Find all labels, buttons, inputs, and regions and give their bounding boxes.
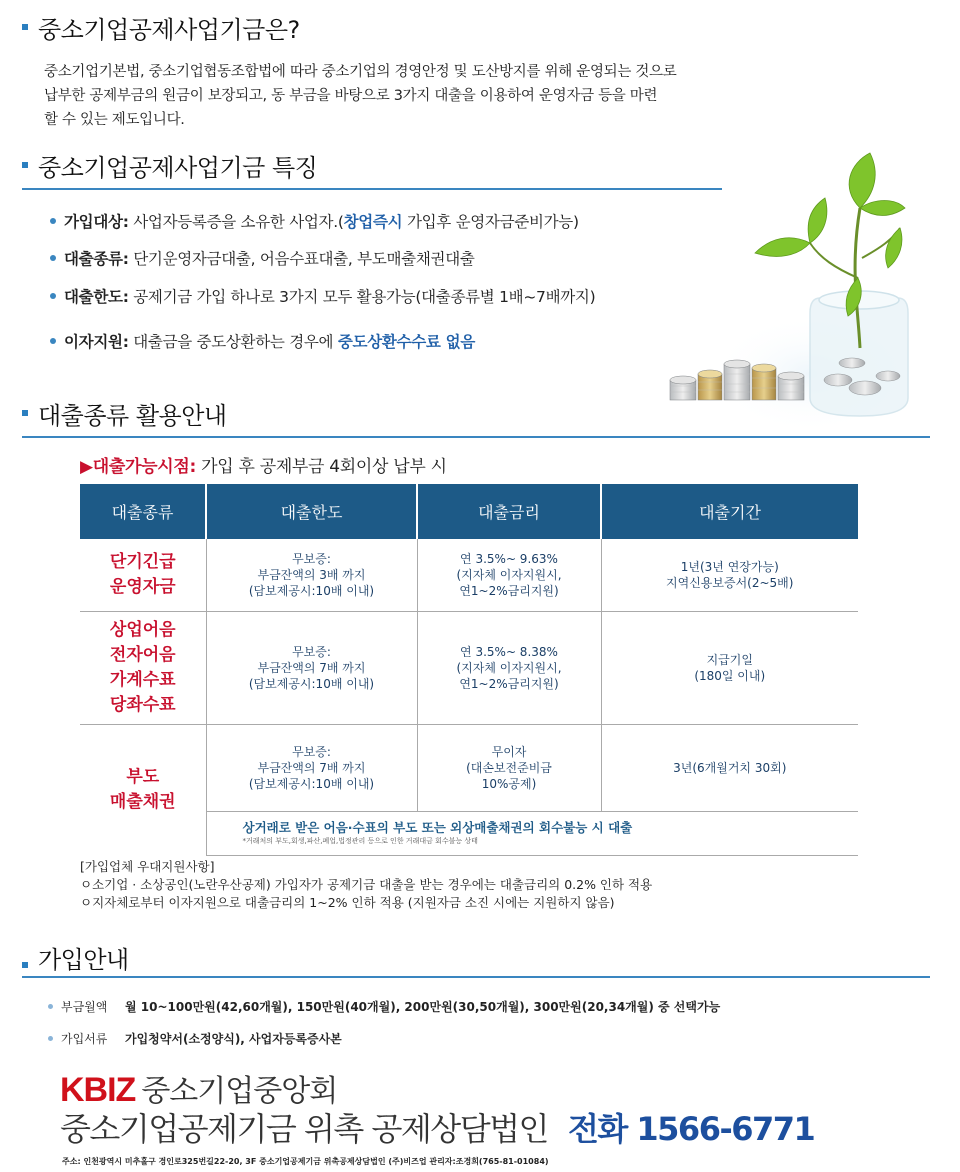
feature-text: 공제기금 가입 하나로 3가지 모두 활용가능(대출종류별 1배~7배까지) <box>128 288 596 306</box>
cell-line: 연 3.5%~ 9.63% <box>460 551 558 566</box>
section-title-intro: 중소기업공제사업기금은? <box>38 16 300 44</box>
org-name: 중소기업중앙회 <box>141 1074 338 1109</box>
join-label: 부금월액 <box>61 1000 108 1014</box>
loan-availability <box>80 452 447 477</box>
loan-rate-cell <box>417 539 601 611</box>
loan-rate-cell <box>417 724 601 811</box>
bullet-dot-icon <box>50 255 56 261</box>
cell-line: 3년(6개월거치 30회) <box>673 760 787 775</box>
intro-line: 납부한 공제부금의 원금이 보장되고, 동 부금을 바탕으로 3가지 대출을 이용하여 운영자금 등을 마련 <box>44 88 658 104</box>
bullet-dot-icon <box>50 218 56 224</box>
section-divider <box>22 976 930 978</box>
table-row <box>80 539 858 611</box>
loan-limit-cell <box>206 539 417 611</box>
loan-kind-line: 전자어음 <box>109 644 176 665</box>
cell-line: 부금잔액의 3배 까지 <box>257 567 366 582</box>
table-header-row <box>80 484 858 539</box>
org-line <box>60 1104 814 1150</box>
loan-table <box>80 484 858 856</box>
bullet-dot-icon <box>50 293 56 299</box>
loan-kind-line: 단기긴급 <box>109 551 176 572</box>
feature-text: 단기운영자금대출, 어음수표대출, 부도매출채권대출 <box>128 250 475 268</box>
availability-text: 가입 후 공제부금 4회이상 납부 시 <box>196 457 447 477</box>
cell-line: 지급기일 <box>706 652 753 667</box>
section-bullet <box>22 410 28 416</box>
intro-text <box>44 60 804 132</box>
feature-item <box>50 247 475 269</box>
cell-line: 무보증: <box>292 551 331 566</box>
col-header-rate: 대출금리 <box>417 484 601 539</box>
feature-label: 대출한도: <box>64 288 129 306</box>
loan-kind-line: 당좌수표 <box>109 694 176 715</box>
feature-item <box>50 210 579 232</box>
col-header-period: 대출기간 <box>601 484 858 539</box>
cell-line: 1년(3년 연장가능) <box>680 559 779 574</box>
cell-line: 10%공제) <box>481 776 537 791</box>
prefs-title: [가입업체 우대지원사항] <box>80 859 215 874</box>
loan-period-cell <box>601 724 858 811</box>
prefs-item: ㅇ소기업 · 소상공인(노란우산공제) 가입자가 공제기금 대출을 받는 경우에는 대출금리의 0.2% 인하 적용 <box>80 877 653 892</box>
table-row <box>80 724 858 811</box>
section-divider <box>22 436 930 438</box>
intro-line: 할 수 있는 제도입니다. <box>44 112 185 128</box>
phone-number[interactable]: 전화 1566-6771 <box>567 1110 815 1148</box>
feature-text: 사업자등록증을 소유한 사업자.( <box>128 213 344 231</box>
join-item <box>48 998 720 1015</box>
section-bullet <box>22 24 28 30</box>
feature-highlight: 중도상환수수료 없음 <box>337 333 476 351</box>
cell-line: 무이자 <box>491 744 527 759</box>
join-value: 월 10~100만원(42,60개월), 150만원(40개월), 200만원(30,50개월), 300만원(20,34개월) 중 선택가능 <box>125 1000 721 1014</box>
feature-label: 이자지원: <box>64 333 129 351</box>
prefs-item: ㅇ지자체로부터 이자지원으로 대출금리의 1~2% 인하 적용 (지원자금 소진 시에는 지원하지 않음) <box>80 895 615 910</box>
loan-kind-line: 매출채권 <box>109 791 176 812</box>
feature-item <box>50 330 475 352</box>
section-title-loan-guide: 대출종류 활용안내 <box>38 402 227 430</box>
feature-highlight: 창업즉시 <box>343 213 403 231</box>
bullet-dot-icon <box>48 1004 53 1009</box>
section-divider <box>22 188 722 190</box>
loan-period-cell <box>601 611 858 724</box>
bullet-dot-icon <box>50 338 56 344</box>
loan-kind-line: 가계수표 <box>109 669 176 690</box>
bullet-dot-icon <box>48 1036 53 1041</box>
address: 주소: 인천광역시 미추홀구 경인로325번길22-20, 3F 중소기업공제기금 위촉공제상담법인 (주)비즈업 관리자:조경희(765-81-01084) <box>62 1157 549 1166</box>
feature-suffix: 가입후 운영자금준비가능) <box>402 213 579 231</box>
feature-item <box>50 285 595 307</box>
cell-line: 지역신용보증서(2~5배) <box>666 575 794 590</box>
kbiz-logo: KBIZ <box>60 1071 136 1109</box>
join-label: 가입서류 <box>61 1032 108 1046</box>
section-title-join: 가입안내 <box>38 946 129 974</box>
feature-label: 대출종류: <box>64 250 129 268</box>
cell-line: (대손보전준비금 <box>466 760 552 775</box>
cell-line: (담보제공시:10배 이내) <box>248 676 375 691</box>
loan-kind-line: 운영자금 <box>109 576 176 597</box>
plant-coins-illustration <box>660 148 910 428</box>
loan-limit-cell <box>206 724 417 811</box>
cell-line: (지자체 이자지원시, <box>456 660 562 675</box>
section-bullet <box>22 162 28 168</box>
cell-line: 부금잔액의 7배 까지 <box>257 660 366 675</box>
cell-line: 연1~2%금리지원) <box>459 583 559 598</box>
cell-line: 연1~2%금리지원) <box>459 676 559 691</box>
availability-label: ▶대출가능시점: <box>80 457 197 477</box>
cell-line: 연 3.5%~ 8.38% <box>460 644 558 659</box>
col-header-kind: 대출종류 <box>80 484 206 539</box>
preferential-support <box>80 858 652 912</box>
loan-kind-line: 부도 <box>126 766 160 787</box>
loan-kind-cell <box>80 611 206 724</box>
org-subtitle: 중소기업공제기금 위촉 공제상담법인 <box>60 1110 548 1148</box>
table-row <box>80 611 858 724</box>
cell-line: (담보제공시:10배 이내) <box>248 583 375 598</box>
loan-limit-cell <box>206 611 417 724</box>
col-header-limit: 대출한도 <box>206 484 417 539</box>
cell-line: (지자체 이자지원시, <box>456 567 562 582</box>
feature-label: 가입대상: <box>64 213 129 231</box>
join-value: 가입청약서(소정양식), 사업자등록증사본 <box>125 1032 342 1046</box>
loan-note-cell <box>206 811 858 855</box>
loan-period-cell <box>601 539 858 611</box>
join-item <box>48 1030 342 1047</box>
cell-line: (180일 이내) <box>694 668 766 683</box>
loan-note-sub: *거래처의 부도,회생,파산,폐업,법정관리 등으로 인한 거래대금 회수불능 상태 <box>242 837 478 845</box>
section-bullet <box>22 962 28 968</box>
cell-line: 무보증: <box>292 744 331 759</box>
feature-text: 대출금을 중도상환하는 경우에 <box>128 333 338 351</box>
cell-line: 무보증: <box>292 644 331 659</box>
loan-kind-cell <box>80 539 206 611</box>
loan-note-main: 상거래로 받은 어음·수표의 부도 또는 외상매출채권의 회수불능 시 대출 <box>242 820 633 835</box>
section-title-features: 중소기업공제사업기금 특징 <box>38 154 318 182</box>
intro-line: 중소기업기본법, 중소기업협동조합법에 따라 중소기업의 경영안정 및 도산방지를 위해 운영되는 것으로 <box>44 64 677 80</box>
loan-rate-cell <box>417 611 601 724</box>
loan-kind-cell <box>80 724 206 855</box>
cell-line: (담보제공시:10배 이내) <box>248 776 375 791</box>
cell-line: 부금잔액의 7배 까지 <box>257 760 366 775</box>
loan-kind-line: 상업어음 <box>109 619 176 640</box>
